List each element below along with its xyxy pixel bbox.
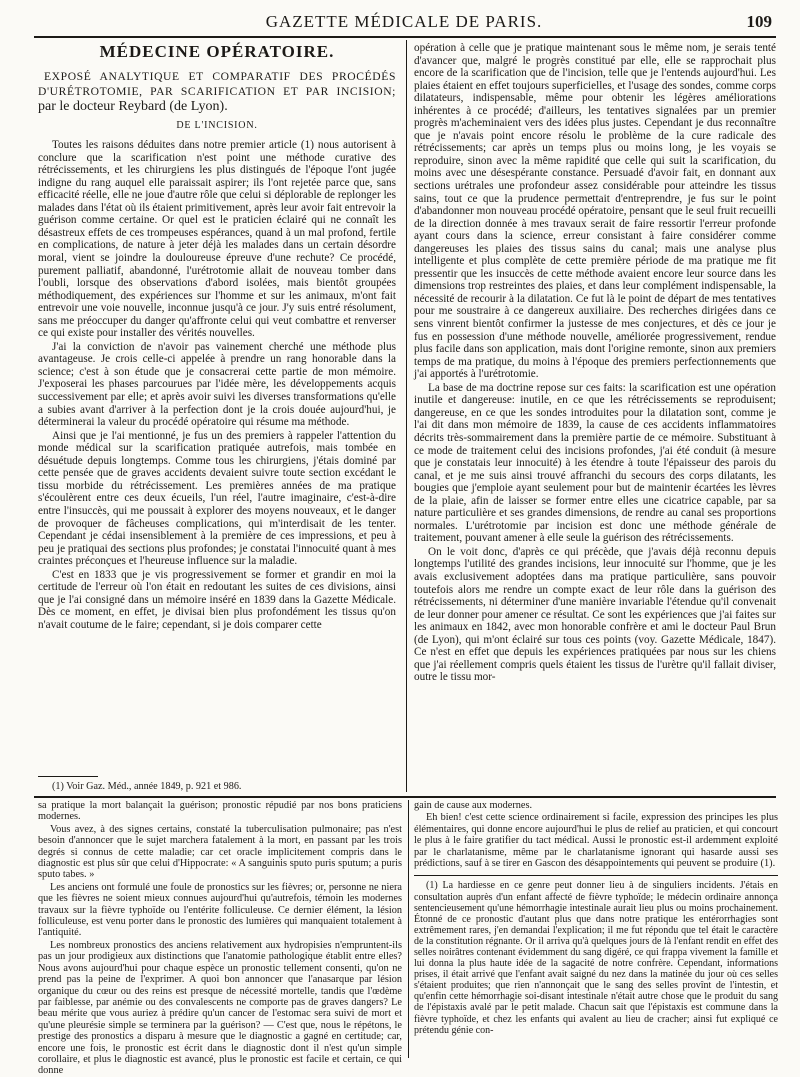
article-title-text: EXPOSÉ ANALYTIQUE ET COMPARATIF DES PROCÉDÉS D'URÉTROTOMIE, PAR SCARIFICATION ET PAR INCISION; bbox=[38, 69, 396, 98]
paragraph: Toutes les raisons déduites dans notre premier article (1) nous autorisent à conclure que la scarification n'est point une méthode curative des rétrécissements, et les chirurgiens les plus distingués de l'époque l'ont jugée indigne du rang auquel elle paraissait aspirer; ils l'ont rejetée parce que, sans efficacité réelle, elle ne joue d'autre rôle que celui si déplorable de replonger les malades dans l'état où ils étaient primitivement, après leur avoir fait entrevoir la guérison comme certaine. Or quel est le praticien éclairé qui ne connaît les désastreux effets de ces trompeuses espérances, quand à un mal profond, fertile en complications, de nature à jeter déjà les malades dans un certain désordre moral, vient se joindre la douloureuse épreuve d'une rechute? Ce procédé, purement palliatif, abandonné, l'urétrotomie allait de nouveau tomber dans l'oubli, lorsque des observations d'abord isolées, mais bientôt groupées méthodiquement, des expériences sur l'homme et sur les animaux, m'ont fait entrevoir une voie nouvelle, inconnue jusqu'à ce jour. J'y suis entré résolument, sans me préoccuper du danger qu'affronte celui qui veut combattre et renverser ce qui existe pour installer des vérités nouvelles. bbox=[38, 139, 396, 340]
section-rule bbox=[34, 796, 776, 798]
lower-footnote-rule bbox=[414, 875, 778, 876]
paragraph: opération à celle que je pratique maintenant sous le même nom, je serais tenté d'avancer que, malgré le progrès constitué par elle, elle se rapprochait plus encore de la scarification que de l'incision, telle que je l'entends aujourd'hui. Les plaies étaient en effet toujours superficielles, et l'usage des sondes, comme corps dilatateurs, indispensable, même pour obtenir les légères améliorations inhérentes à ce procédé; d'ailleurs, les tentatives signalées par un premier progrès m'acheminaient vers des idées plus justes. Cependant je dus reconnaître que je n'avais point encore résolu le problème de la cure radicale des rétrécissements; car après un temps plus ou moins long, je les voyais se reproduire, sinon avec la même rapidité que celle qui suit la scarification, du moins avec une désespérante constance. Persuadé d'avoir fait, en donnant aux sections urétrales une profondeur assez considérable pour atteindre les tissus sains, tout ce que la prudence permettait d'entreprendre, je fus sur le point d'abandonner mon nouveau procédé opératoire, pensant que le seul fruit recueilli de la direction donnée à mes travaux serait de faire ressortir l'erreur profonde ayant cours dans la science, erreur consistant à faire considérer comme dangereuses les plaies des tissus sains du canal; mais une analyse plus intelligente et plus complète de cette première période de ma pratique me fit pressentir que les insuccès de cette méthode avaient encore leur source dans les dimensions trop restreintes des plaies, et dans leur complément indispensable, la nécessité de recourir à la dilatation. Ce fut là le point de départ de mes tentatives pour me soustraire à ce dangereux auxiliaire. Des recherches dirigées dans ce sens vinrent bientôt confirmer la justesse de mes conjectures, et dès ce jour je fus en possession d'une méthode nouvelle, améliorée progressivement, rendue plus facile dans son application, mais dont l'origine remonte, sinon aux premiers temps de ma pratique, du moins à l'époque des premiers perfectionnements que j'ai apportés à l'urétrotomie. bbox=[414, 42, 776, 381]
left-paragraphs bbox=[38, 139, 396, 631]
running-title: GAZETTE MÉDICALE DE PARIS. bbox=[265, 12, 543, 31]
footnote: (1) Voir Gaz. Méd., année 1849, p. 921 et 986. bbox=[52, 781, 242, 792]
paragraph: gain de cause aux modernes. bbox=[414, 800, 533, 811]
paragraph: C'est en 1833 que je vis progressivement se former et grandir en moi la certitude de l'erreur où l'on était en redoutant les suites de ces divisions, ainsi que je l'ai consigné dans un mémoire inséré en 1839 dans la Gazette Médicale. Dès ce moment, en effet, je divisai bien plus profondément les tissus qu'on n'avait coutume de le faire; cependant, si je dois comparer cette bbox=[38, 568, 396, 631]
lower-right-column bbox=[414, 800, 778, 1058]
header-rule bbox=[34, 36, 776, 38]
paragraph: Eh bien! c'est cette science ordinairement si facile, expression des principes les plus élémentaires, qui donne encore aujourd'hui le plus de relief au praticien, et qui concourt le plus à le faire gratifier du tact médical. Aussi le pronostic est-il ardemment exploité par le charlatanisme, même par le charlatanisme ignorant qui hasarde aussi ses prédictions, sauf à se tirer en Gascon des désappointements qui peuvent se produire (1). bbox=[414, 812, 778, 870]
article-byline: par le docteur Reybard (de Lyon). bbox=[38, 98, 228, 114]
column-divider bbox=[406, 40, 407, 792]
article-left-column bbox=[38, 42, 396, 754]
paragraph: On le voit donc, d'après ce qui précède, que j'avais déjà reconnu depuis longtemps l'utilité des grandes incisions, leur innocuité sur l'homme, que je les avais exclusivement adoptées dans ma pratique particulière, sans pouvoir toutefois alors me rendre un compte exact de leur rôle dans la guérison des rétrécissements, ni déterminer d'une manière invariable l'étendue qu'il convenait de leur donner pour amener ce résultat. Ce sont les expériences que j'ai faites sur les animaux en 1842, avec mon honorable confrère et ami le docteur Paul Brun (de Lyon), qui m'ont éclairé sur tous ces points (voy. Gazette Médicale, 1847). Ce n'est en effet que depuis les expériences pratiquées par nous sur les chiens que j'ai réellement compris quels étaient les tissus de l'urètre qu'il fallait diviser, outre le tissu mor- bbox=[414, 545, 776, 684]
page-header bbox=[34, 12, 774, 36]
paragraph: Les anciens ont formulé une foule de pronostics sur les fièvres; or, personne ne niera que les fièvres ne soient mieux connues aujourd'hui qu'autrefois, témoin les modernes travaux sur la fièvre typhoïde ou l'entérite folliculeuse. Ce dernier élément, la lésion folliculeuse, est venu porter dans le pronostic des lumières qui manquaient totalement à l'antiquité. bbox=[38, 881, 402, 939]
lower-left-column bbox=[38, 800, 402, 1077]
article-right-column bbox=[414, 42, 776, 792]
paragraph: Ainsi que je l'ai mentionné, je fus un des premiers à rappeler l'attention du monde médical sur la scarification pratiquée autrefois, mais tombée en désuétude depuis longtemps. Comme tous les chirurgiens, j'étais dominé par cette pensée que de graves accidents devaient suivre toute section excédant le tissu morbide du rétrécissement. Les premières années de ma pratique s'écoulèrent entre ces deux écueils, l'un réel, l'autre imaginaire, c'est-à-dire entre l'insuccès, qui me poussait à explorer des moyens nouveaux, et le danger de provoquer de fâcheuses complications, qui m'interdisait de les tenter. Cependant je cédai insensiblement à la première de ces impressions, et peu à peu je pratiquai des sections plus profondes; je constatai l'innocuité quant à mes craintes préconçues et l'heureuse influence sur la maladie. bbox=[38, 429, 396, 568]
lower-left-paragraphs bbox=[38, 800, 402, 1077]
lower-right-paragraphs bbox=[414, 800, 778, 869]
paragraph: J'ai la conviction de n'avoir pas vainement cherché une méthode plus avantageuse. Je crois celle-ci appelée à prendre un rang honorable dans la science; c'est à son étude que je consacrerai cette partie de mon mémoire. J'exposerai les phases parcourues par l'idée mère, les développements acquis successivement par elle; et après avoir suivi les diverses transformations qu'elle a subies avant d'arriver à la perfection dont je la crois douée aujourd'hui, je déterminerai la valeur du procédé opératoire qui résume ma méthode. bbox=[38, 340, 396, 429]
left-footnote-block bbox=[38, 776, 396, 790]
lower-column-divider bbox=[408, 800, 409, 1058]
article-subhead: DE L'INCISION. bbox=[176, 119, 258, 131]
page-number: 109 bbox=[746, 12, 772, 31]
paragraph: Les nombreux pronostics des anciens relativement aux hydropisies n'empruntent-ils pas un jour prodigieux aux distinctions que l'anatomie pathologique établit entre elles? Nous avons aujourd'hui pour chaque espèce un pronostic tellement consenti, qu'on ne prend pas la peine de l'exprimer. A quoi bon annoncer que l'anasarque par lésion organique du cœur ou des reins est presque de nécessité mortelle, tandis que l'œdème par faiblesse, par anémie ou des convalescents ne comporte pas de graves dangers? Le beau mérite que vous auriez à prédire qu'un cancer de l'estomac sera suivi de mort et qu'une pleurésie simple se terminera par la guérison? — C'est que, nous le répétons, le prestige des pronostics a disparu à mesure que le diagnostic a gagné en certitude; car, encore une fois, le pronostic est écrit dans le diagnostic dont il n'est qu'un simple corollaire, et plus le diagnostic est avancé, plus le pronostic est facile et certain, ce qui donne bbox=[38, 939, 402, 1077]
paragraph: Vous avez, à des signes certains, constaté la tuberculisation pulmonaire; pas n'est besoin d'annoncer que le sujet marchera fatalement à la mort, en passant par les trois degrés si connus de cette maladie; car cet oracle implicitement compris dans le diagnostic est plus sûr que celui d'Hippocrate: « A sanguinis sputo puris sputum; a puris sputo tabes. » bbox=[38, 823, 402, 881]
paragraph: sa pratique la mort balançait la guérison; pronostic répudié par nos bons praticiens modernes. bbox=[38, 800, 402, 823]
paragraph: La base de ma doctrine repose sur ces faits: la scarification est une opération inutile et dangereuse: inutile, en ce que les rétrécissements se reproduisent; dangereuse, en ce que les sondes introduites pour la dilatation sont, comme je l'ai dit dans mon mémoire de 1839, la cause de ces accidents inflammatoires décrits très-sommairement dans la première partie de ce mémoire. Substituant à ce mode de traitement celui des incisions profondes, j'ai été conduit (à mesure que je constatais leur innocuité) à les étendre à toute l'épaisseur des parois du canal, et je me suis ainsi trouvé affranchi du secours des corps dilatants, les bougies que j'emploie ayant seulement pour but de maintenir écartées les lèvres de la plaie, afin de laisser se former entre elles une cicatrice capable, par sa nature particulière et ses grandes dimensions, de rendre au canal ses proportions normales. L'urétrotomie par incision est donc une méthode générale de traitement, pouvant amener à elle seule la guérison des rétrécissements. bbox=[414, 381, 776, 545]
section-title: MÉDECINE OPÉRATOIRE. bbox=[99, 42, 335, 61]
lower-footnote: (1) La hardiesse en ce genre peut donner lieu à de singuliers incidents. J'étais en consultation auprès d'un enfant affecté de fièvre typhoïde; le médecin ordinaire annonça sentencieusement qu'une hémorrhagie intestinale aurait lieu plus ou moins prochainement. Étonné de ce pronostic d'autant plus que dans notre pratique les entérorrhagies sont extrêmement rares, j'en demandai l'explication; il me fut répondu que tel était le caractère de la constitution régnante. Or il arriva qu'à quelques jours de là l'enfant rendit en effet des selles noirâtres contenant évidemment du sang digéré, ce qui frappa vivement la famille et lui donna la plus haute idée de la sagacité de notre confrère. Cependant, informations prises, il était arrivé que l'enfant avait saigné du nez dans la matinée du jour où ces selles s'étaient produites; que rien n'annonçait que le sang des selles provînt de l'intestin, et qu'enfin cette hémorrhagie soi-disant intestinale n'était autre chose que le produit du sang de l'épistaxis avalé par le petit malade. Chacun sait que l'épistaxis est commune dans la fièvre typhoïde, et chez les enfants qui avalent au lieu de cracher; ainsi fut expliqué ce prétendu génie con- bbox=[414, 880, 778, 1036]
right-paragraphs bbox=[414, 42, 776, 684]
article-title bbox=[38, 69, 396, 114]
footnote-rule bbox=[38, 776, 98, 777]
